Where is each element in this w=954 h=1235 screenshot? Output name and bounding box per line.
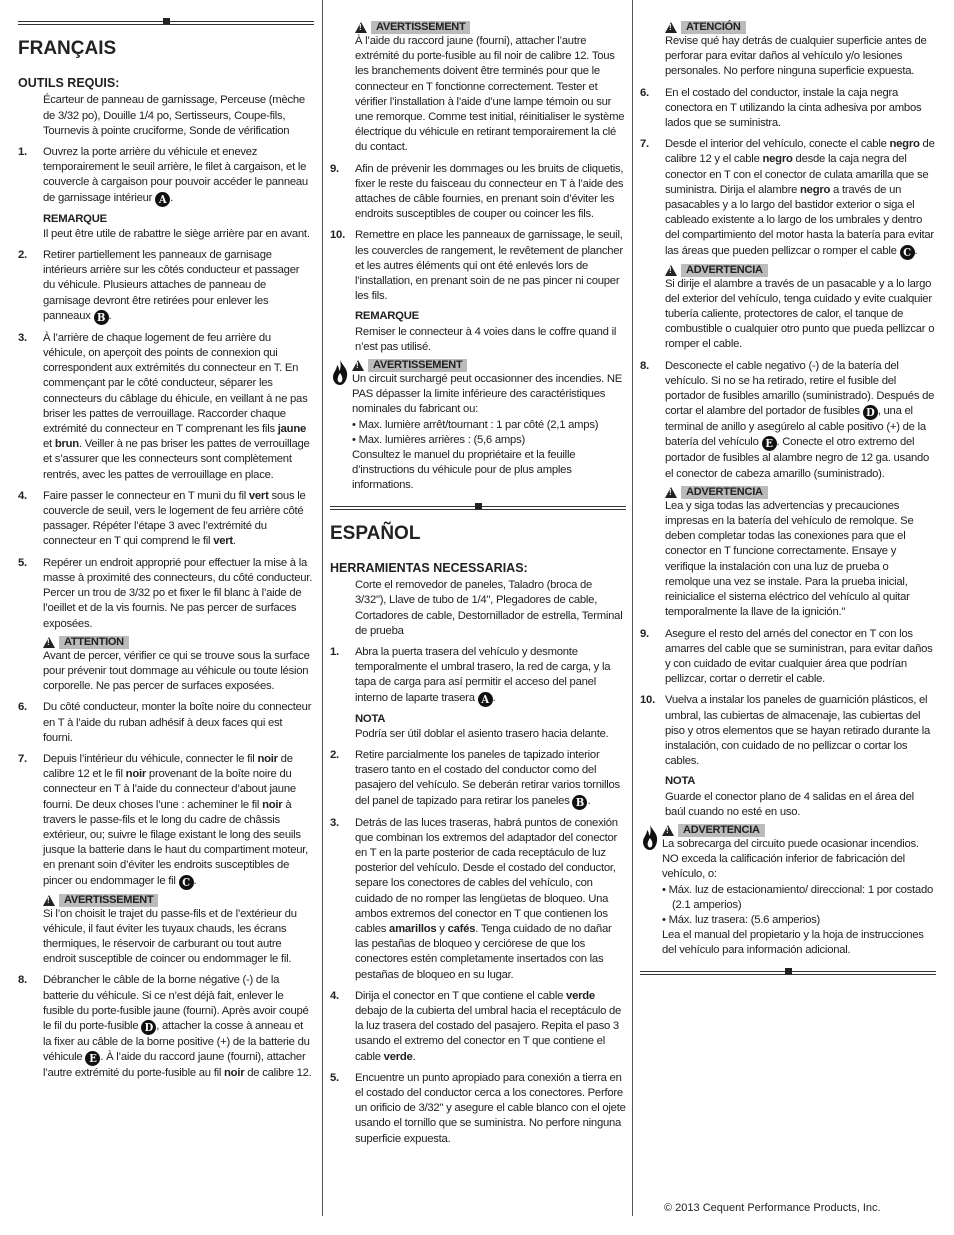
step-text: Retirer partiellement les panneaux de garnisage intérieurs arrière sur les côtés conducteur et passager du véhicule. Plusieurs attaches de panneau de garnisage devront être retirées pour enlever les panneaux [43, 249, 300, 322]
step-3 [18, 331, 314, 483]
badge-d-icon: D [863, 405, 878, 420]
badge-a-icon: A [155, 192, 170, 207]
step-text: de calibre 12 y el cable [665, 138, 935, 166]
step-text: Desconecte el cable negativo (-) de la batería del vehículo. Si no se ha retirado, retire el fusible del portador de fusibles amarillo (suministrado). Después de cortar el alambre del portador de fusibles [665, 359, 935, 418]
step-number: 5. [18, 556, 27, 569]
section-rule [640, 971, 936, 977]
fire-icon [640, 824, 660, 852]
step-9 [640, 627, 936, 688]
step-text: . Veiller à ne pas briser les pattes de verrouillage et s’assurer que les connecteurs sont complètement rentrés, avec les pattes de verrouillage en place. [43, 438, 310, 481]
warning-text: Si l’on choisit le trajet du passe-fils et de l’extérieur du véhicule, il faut éviter les tuyaux chauds, les écrans thermiques, le réservoir de carburant ou tout autre endroit susceptible de coincer ou endommager le fil. [43, 907, 297, 966]
warning-triangle-icon [665, 22, 677, 33]
attention-label: ATENCIÓN [681, 21, 746, 34]
note-text: Guarde el conector plano de 4 salidas en el área del baúl cuando no esté en uso. [665, 790, 914, 818]
fire-bullet: • Máx. luz trasera: (5.6 amperios) [662, 913, 821, 926]
warning-triangle-icon [665, 265, 677, 276]
step-number: 7. [640, 138, 649, 151]
warning-triangle-icon [662, 825, 674, 836]
step-text: , una el terminal de anillo y asegúrelo al cable positivo (+) de la batería del vehículo [665, 405, 926, 449]
step-number: 1. [18, 146, 27, 159]
section-rule [18, 21, 314, 27]
wire-color: vert [213, 535, 233, 548]
wire-color: noir [224, 1067, 245, 1080]
fire-text: Consultez le manuel du propriétaire et la feuille d’instructions du véhicule pour de plus amples informations. [352, 449, 576, 492]
step-text: à travers le passe-fils et le long du cadre de châssis extérieur, ou; suivre le filage existant le long des seuils jusque la batterie dans le haut du compartiment moteur, en prenant soin d’éviter les endroits susceptibles de pincer ou endommager le fil [43, 798, 309, 887]
badge-e-icon: E [762, 436, 777, 451]
step-1: 1. Ouvrez la porte arrière du véhicule et enevez temporairement le seuil arrière, le filet à cargaison, et le couvercle à cargaison pour pouvoir accéder le panneau de garnissage intérieur A . REMARQUE Il peut être utile de rabattre le siège arrière par en avant. [18, 145, 314, 242]
step-6 [18, 700, 314, 746]
step-number: 9. [330, 162, 339, 175]
step-5 [330, 1071, 626, 1147]
step-number: 4. [18, 489, 27, 502]
step-text: a través de un pasacables y a lo largo del bastidor exterior o siga el cableado existente a lo largo de los umbrales y dentro del compartimiento del motor hasta la batería para evitar las áreas que pueden pellizcar o romper el cable [665, 183, 934, 257]
warning-label: ADVERTENCIA [681, 264, 768, 277]
wire-color: cafés [447, 922, 476, 935]
warning-box [355, 21, 626, 156]
step-text: . À l’aide du raccord jaune (fourni), attacher l’autre extrémité du porte-fusible au fil [43, 1051, 306, 1080]
badge-e-icon: E [85, 1051, 100, 1066]
step-4: 4. Faire passer le connecteur en T muni du fil vert sous le couvercle de seuil, vers le logement de feu arrière côté passager. Répéter l’étape 3 avec l’extrémité du connecteur en T qui comprend le fil vert. [18, 489, 314, 550]
step-text: Faire passer le connecteur en T muni du fil [43, 489, 246, 502]
step-8 [640, 359, 936, 482]
step-text: Abra la puerta trasera del vehículo y desmonte temporalmente el umbral trasero, la red de carga, y la tapa de carga para así permitir el acceso del panel interno de laparte trasera [355, 645, 611, 704]
warning-triangle-icon [352, 360, 364, 371]
note-text: Podría ser útil doblar el asiento trasero hacia delante. [355, 727, 609, 740]
step-number: 3. [18, 331, 27, 344]
step-text: et [43, 438, 52, 451]
note-heading: REMARQUE [43, 212, 107, 225]
step-text: Detrás de las luces traseras, habrá puntos de conexión que combinan los extremos del adaptador del conector en T en la parte posterior de cada receptáculo de luz posterior del vehículo. Desde el costado del conductor, separe los conectores de cables del vehículo, con cuidado de no romper las lengüetas de bloqueo. Una ambos extremos del conector en T que contienen los cables [355, 816, 618, 935]
wire-color: noir [125, 768, 147, 781]
tools-list: Corte el removedor de paneles, Taladro (broca de 3/32"), Llave de tubo de 1/4", Plegadores de cable, Cortadores de cable, Destornillador de estrella, Terminal de prueba [355, 579, 623, 637]
step-number: 10. [330, 229, 345, 242]
step-number: 1. [330, 645, 339, 658]
warning-label: AVERTISSEMENT [371, 21, 470, 34]
step-2: 2. Retire parcialmente los paneles de tapizado interior trasero tanto en el costado del conductor como del pasajero del vehículo. Se deberán retirar varios tornillos del panel de tapizado para retirar los paneles B . [330, 748, 620, 809]
warning-triangle-icon [43, 637, 55, 648]
column-divider [632, 0, 633, 1216]
step-text: Asegure el resto del arnés del conector en T con los amarres del cable que se suministran, para evitar daños y con cuidado de evitar cualquier área que podrían pellizcar, cortar o derretir el cable. [665, 627, 933, 686]
wire-color: verde [383, 1050, 413, 1063]
step-text: . Tenga cuidado de no dañar las pestañas de bloqueo y cerciórese de que los conectores estén completamente insertados con las pestañas de bloqueo en su lugar. [355, 922, 612, 981]
step-text: Dirija el conector en T que contiene el cable [355, 989, 564, 1002]
section-title-espanol: ESPAÑOL [330, 522, 421, 544]
step-text: Encuentre un punto apropiado para conexión a tierra en el costado del conductor cerca a los conectores. Perfore un orificio de 3/32" y asegure el cable blanco con el ojete usando el tornillo que se suministra. No perfore ninguna superficie expuesta. [355, 1071, 626, 1145]
warning-text: À l’aide du raccord jaune (fourni), attacher l’autre extrémité du porte-fusible au fil noir de calibre 12. Tous les branchements doivent être terminés pour que le connecteur en T fonctionne correctement. Tester et vérifier l’installation à l’aide d’une lampe témoin ou sur une remorque. Comme test initial, réinitialiser le système électrique du véhicule en retirant temporairement la clé du contact. [355, 35, 625, 154]
warning-triangle-icon [43, 895, 55, 906]
step-number: 7. [18, 752, 27, 765]
wire-color: noir [262, 798, 283, 811]
attention-box [43, 636, 314, 695]
section-rule [330, 506, 626, 512]
badge-b-icon: B [572, 795, 587, 810]
step-text: Retire parcialmente los paneles de tapizado interior trasero tanto en el costado del conductor como del pasajero del vehículo. Se deberán retirar varios tornillos del panel de tapizado para retirar los paneles [355, 748, 620, 807]
step-1: 1. Abra la puerta trasera del vehículo y desmonte temporalmente el umbral trasero, la red de carga, y la tapa de carga para así permitir el acceso del panel interno de laparte trasera A . NOTA Podría ser útil doblar el asiento trasero hacia delante. [330, 645, 626, 742]
warning-box [665, 486, 936, 621]
badge-d-icon: D [141, 1020, 156, 1035]
step-text: Afin de prévenir les dommages ou les bruits de cliquetis, fixer le reste du faisceau du connecteur en T à l’aide des attaches de câble fournies, en prenant soin d’éviter les endroits susceptibles de couper ou coincer les fils. [355, 162, 624, 221]
badge-c-icon: C [179, 875, 194, 890]
step-9 [330, 162, 626, 223]
step-text: Du côté conducteur, monter la boîte noire du connecteur en T à l’aide du ruban adhésif à deux faces qui est fourni. [43, 701, 312, 744]
copyright: © 2013 Cequent Performance Products, Inc. [664, 1202, 881, 1214]
step-text: En el costado del conductor, instale la caja negra conectora en T utilizando la cinta adhesiva por ambos lados que se suministra. [665, 86, 922, 130]
step-text: Débrancher le câble de la borne négative (-) de la batterie du véhicule. Si ce n’est déjà fait, enlever le fusible du porte-fusible jaune (fourni). Après avoir coupé le fil du porte-fusible [43, 974, 309, 1032]
warning-label: AVERTISSEMENT [368, 359, 467, 372]
step-text: Repérer un endroit approprié pour effectuer la mise à la masse à proximité des connecteurs, du côté conducteur. Percer un trou de 3/32 po et fixer le fil blanc à l’aide de l’oeillet et de la vis fournis. Ne pas percer de surfaces exposées. [43, 556, 313, 630]
warning-box [43, 894, 314, 968]
note-heading: NOTA [355, 712, 386, 725]
column-2 [330, 17, 626, 1147]
fire-text: Lea el manual del propietario y la hoja de instrucciones del vehículo para información adicional. [662, 929, 924, 957]
fire-warning-box [330, 359, 626, 494]
step-7: 7. Depuis l’intérieur du véhicule, connecter le fil noir de calibre 12 et le fil noir provenant de la boîte noire du connecteur en T à l’aide du connecteur d’about jaune fourni. De deux choses l’une : acheminer le fil noir à travers le passe-fils et le long du cadre de châssis extérieur, ou; suivre le filage existant le long des seuils jusque la batterie dans le haut du compartiment moteur, en prenant soin d’éviter les endroits susceptibles de pincer ou endommager le fil C . [18, 752, 309, 889]
badge-c-icon: C [900, 245, 915, 260]
fire-text: La sobrecarga del circuito puede ocasionar incendios. NO exceda la calificación inferior de fabricación del vehículo, o: [662, 837, 919, 881]
warning-label: ADVERTENCIA [678, 824, 765, 837]
step-text: Ouvrez la porte arrière du véhicule et enevez temporairement le seuil arrière, le filet à cargaison, et le couvercle à cargaison pour pouvoir accéder le panneau de garnissage intérieur [43, 146, 308, 204]
step-6 [640, 86, 936, 132]
step-text: desde la caja negra del conector en T con el conector de culata amarilla que se suministra. Dirija el alambre [665, 153, 929, 196]
step-text: debajo de la cubierta del umbral hacia el receptáculo de la luz trasera del costado del pasajero. Repita el paso 3 usando el extremo del conector en T que contiene el cable [355, 1004, 622, 1063]
wire-color: negro [889, 138, 920, 151]
step-3 [330, 816, 626, 983]
step-number: 6. [18, 701, 27, 714]
attention-box [665, 21, 936, 80]
attention-text: Avant de percer, vérifier ce qui se trouve sous la surface pour prévenir tout dommage au véhicule ou toute lésion corporelle. Ne pas percer de surfaces exposées. [43, 649, 310, 693]
step-text: y [439, 922, 445, 935]
step-number: 9. [640, 627, 649, 640]
badge-b-icon: B [94, 310, 109, 325]
step-text: , attacher la cosse à anneau et la fixer au câble de la borne positive (+) de la batterie du véhicule [43, 1019, 310, 1064]
wire-color: brun [54, 438, 79, 451]
step-number: 4. [330, 989, 339, 1002]
step-text: de calibre 12. [247, 1067, 312, 1080]
step-number: 8. [640, 359, 649, 372]
step-number: 2. [18, 249, 27, 262]
attention-label: ATTENTION [59, 636, 129, 649]
column-3 [640, 17, 936, 977]
wire-color: noir [257, 752, 278, 765]
step-number: 6. [640, 86, 649, 99]
note-text: Remiser le connecteur à 4 voies dans le coffre quand il n’est pas utilisé. [355, 325, 617, 353]
fire-warning-box [640, 824, 936, 959]
badge-a-icon: A [478, 692, 493, 707]
step-10 [640, 693, 936, 820]
attention-text: Revise qué hay detrás de cualquier superficie antes de perforar para evitar daños al vehículo y/o lesiones personales. No perfore ninguna superficie expuesta. [665, 35, 927, 78]
column-divider [322, 0, 323, 1216]
step-7: 7. Desde el interior del vehículo, conecte el cable negro de calibre 12 y el cable negro desde la caja negra del conector en T con el conector de culata amarilla que se suministra. Dirija el alambre negro a través de un pasacables y a lo largo del bastidor exterior o siga el cableado existente a lo largo de los umbrales y dentro del compartimiento del motor hasta la batería para evitar las áreas que pueden pellizcar o romper el cable C . [640, 138, 935, 259]
warning-triangle-icon [665, 487, 677, 498]
fire-icon [330, 359, 350, 387]
tools-heading: HERRAMIENTAS NECESSARIAS: [330, 560, 528, 575]
step-number: 3. [330, 816, 339, 829]
tools-list: Écarteur de panneau de garnissage, Perceuse (mèche de 3/32 po), Douille 1/4 po, Sertisseurs, Coupe-fils, Tournevis à pointe cruciforme, Sonde de vérification [43, 94, 305, 137]
warning-label: ADVERTENCIA [681, 486, 768, 499]
step-number: 5. [330, 1071, 339, 1084]
step-number: 8. [18, 974, 27, 987]
warning-box [665, 264, 936, 353]
step-2: 2. Retirer partiellement les panneaux de garnisage intérieurs arrière sur les côtés conducteur et passager du véhicule. Plusieurs attaches de panneau de garnisage devront être retirées pour enlever les panneaux B . [18, 249, 300, 324]
warning-label: AVERTISSEMENT [59, 894, 158, 907]
step-text: À l’arrière de chaque logement de feu arrière du véhicule, on aperçoit des points de connexion qui correspondent aux extrémités du connecteur en T. En commençant par le côté conducteur, séparer les connecteurs du câblage du éhicule, en veillant à ne pas briser les pattes de verrouillage. Raccorder chaque extrémité du connecteur en T comprenant les fils [43, 331, 308, 436]
fire-text: Un circuit surchargé peut occasionner des incendies. NE PAS dépasser la limite inférieure des caractéristiques nominales du fabricant ou: [352, 373, 623, 416]
step-number: 10. [640, 694, 655, 707]
step-text: Remettre en place les panneaux de garnissage, le seuil, les couvercles de rangement, le revêtement de plancher et les autres éléments qui ont été enlevés lors de l’installation, en prenant soin de ne pas pincer ni couper les fils. [355, 229, 623, 303]
warning-text: Lea y siga todas las advertencias y precauciones impresas en la batería del vehículo de remolque. Se deben completar todas las conexiones para que el conector en T funcione correctamente. Ensaye y verifique la instalación con una luz de prueba o remolque una vez se instale. Para la prueba inicial, reinicialice el sistema eléctrico del vehículo al quitar temporalmente la llave de la ignición." [665, 499, 914, 619]
step-text: Vuelva a instalar los paneles de guarnición plásticos, el umbral, las cubiertas de almacenaje, las cubiertas del piso y otros elementos que se hayan retirado durante la instalación, con cuidado de no pellizcar o cortar los cables. [665, 694, 931, 768]
step-text: sous le couvercle de seuil, vers le logement de feu arrière côté passager. Répéter l’étape 3 avec l’extrémité du connecteur en T qui comprend le fil [43, 489, 306, 548]
warning-triangle-icon [355, 22, 367, 33]
wire-color: negro [800, 183, 831, 196]
wire-color: amarillos [389, 922, 437, 935]
fire-bullet: • Max. lumières arrières : (5,6 amps) [352, 433, 525, 446]
note-heading: REMARQUE [355, 310, 419, 323]
wire-color: negro [762, 153, 793, 166]
column-french-1 [18, 0, 314, 1081]
fire-bullet: • Máx. luz de estacionamiento/ direccional: 1 por costado (2.1 amperios) [662, 883, 934, 911]
step-4: 4. Dirija el conector en T que contiene el cable verde debajo de la cubierta del umbral hacia el receptáculo de la luz trasera del costado del pasajero. Repita el paso 3 usando el extremo del conector en T que contiene el cable verde. [330, 989, 626, 1065]
step-5 [18, 556, 314, 632]
step-10 [330, 228, 626, 355]
step-text: . Conecte el otro extremo del portador de fusibles al alambre negro de 12 ga. usando el conector de cabeza amarillo (suministrado). [665, 436, 930, 480]
step-text: Depuis l’intérieur du véhicule, connecter le fil [43, 752, 255, 765]
wire-color: jaune [277, 423, 307, 436]
tools-heading: OUTILS REQUIS: [18, 76, 120, 91]
step-text: de calibre 12 et le fil [43, 752, 293, 781]
wire-color: vert [248, 489, 269, 502]
step-text: provenant de la boîte noire du connecteur en T à l’aide du connecteur d’about jaune fourni. De deux choses l’une : acheminer le fil [43, 768, 296, 811]
section-title-francais: FRANÇAIS [18, 38, 117, 59]
step-number: 2. [330, 748, 339, 761]
warning-text: Si dirije el alambre a través de un pasacable y a lo largo del exterior del vehículo, tenga cuidado y evite cualquier tubería caliente, protectores de calor, el tanque de combustible o cualquier otro punto que pueda pellizcar o romper el cable. [665, 277, 935, 351]
step-8 [18, 973, 314, 1081]
note-text: Il peut être utile de rabattre le siège arrière par en avant. [43, 227, 310, 240]
wire-color: verde [566, 989, 595, 1002]
fire-bullet: • Max. lumière arrêt/tournant : 1 par côté (2,1 amps) [352, 418, 599, 431]
step-text: Desde el interior del vehículo, conecte el cable [665, 138, 887, 151]
note-heading: NOTA [665, 775, 696, 788]
